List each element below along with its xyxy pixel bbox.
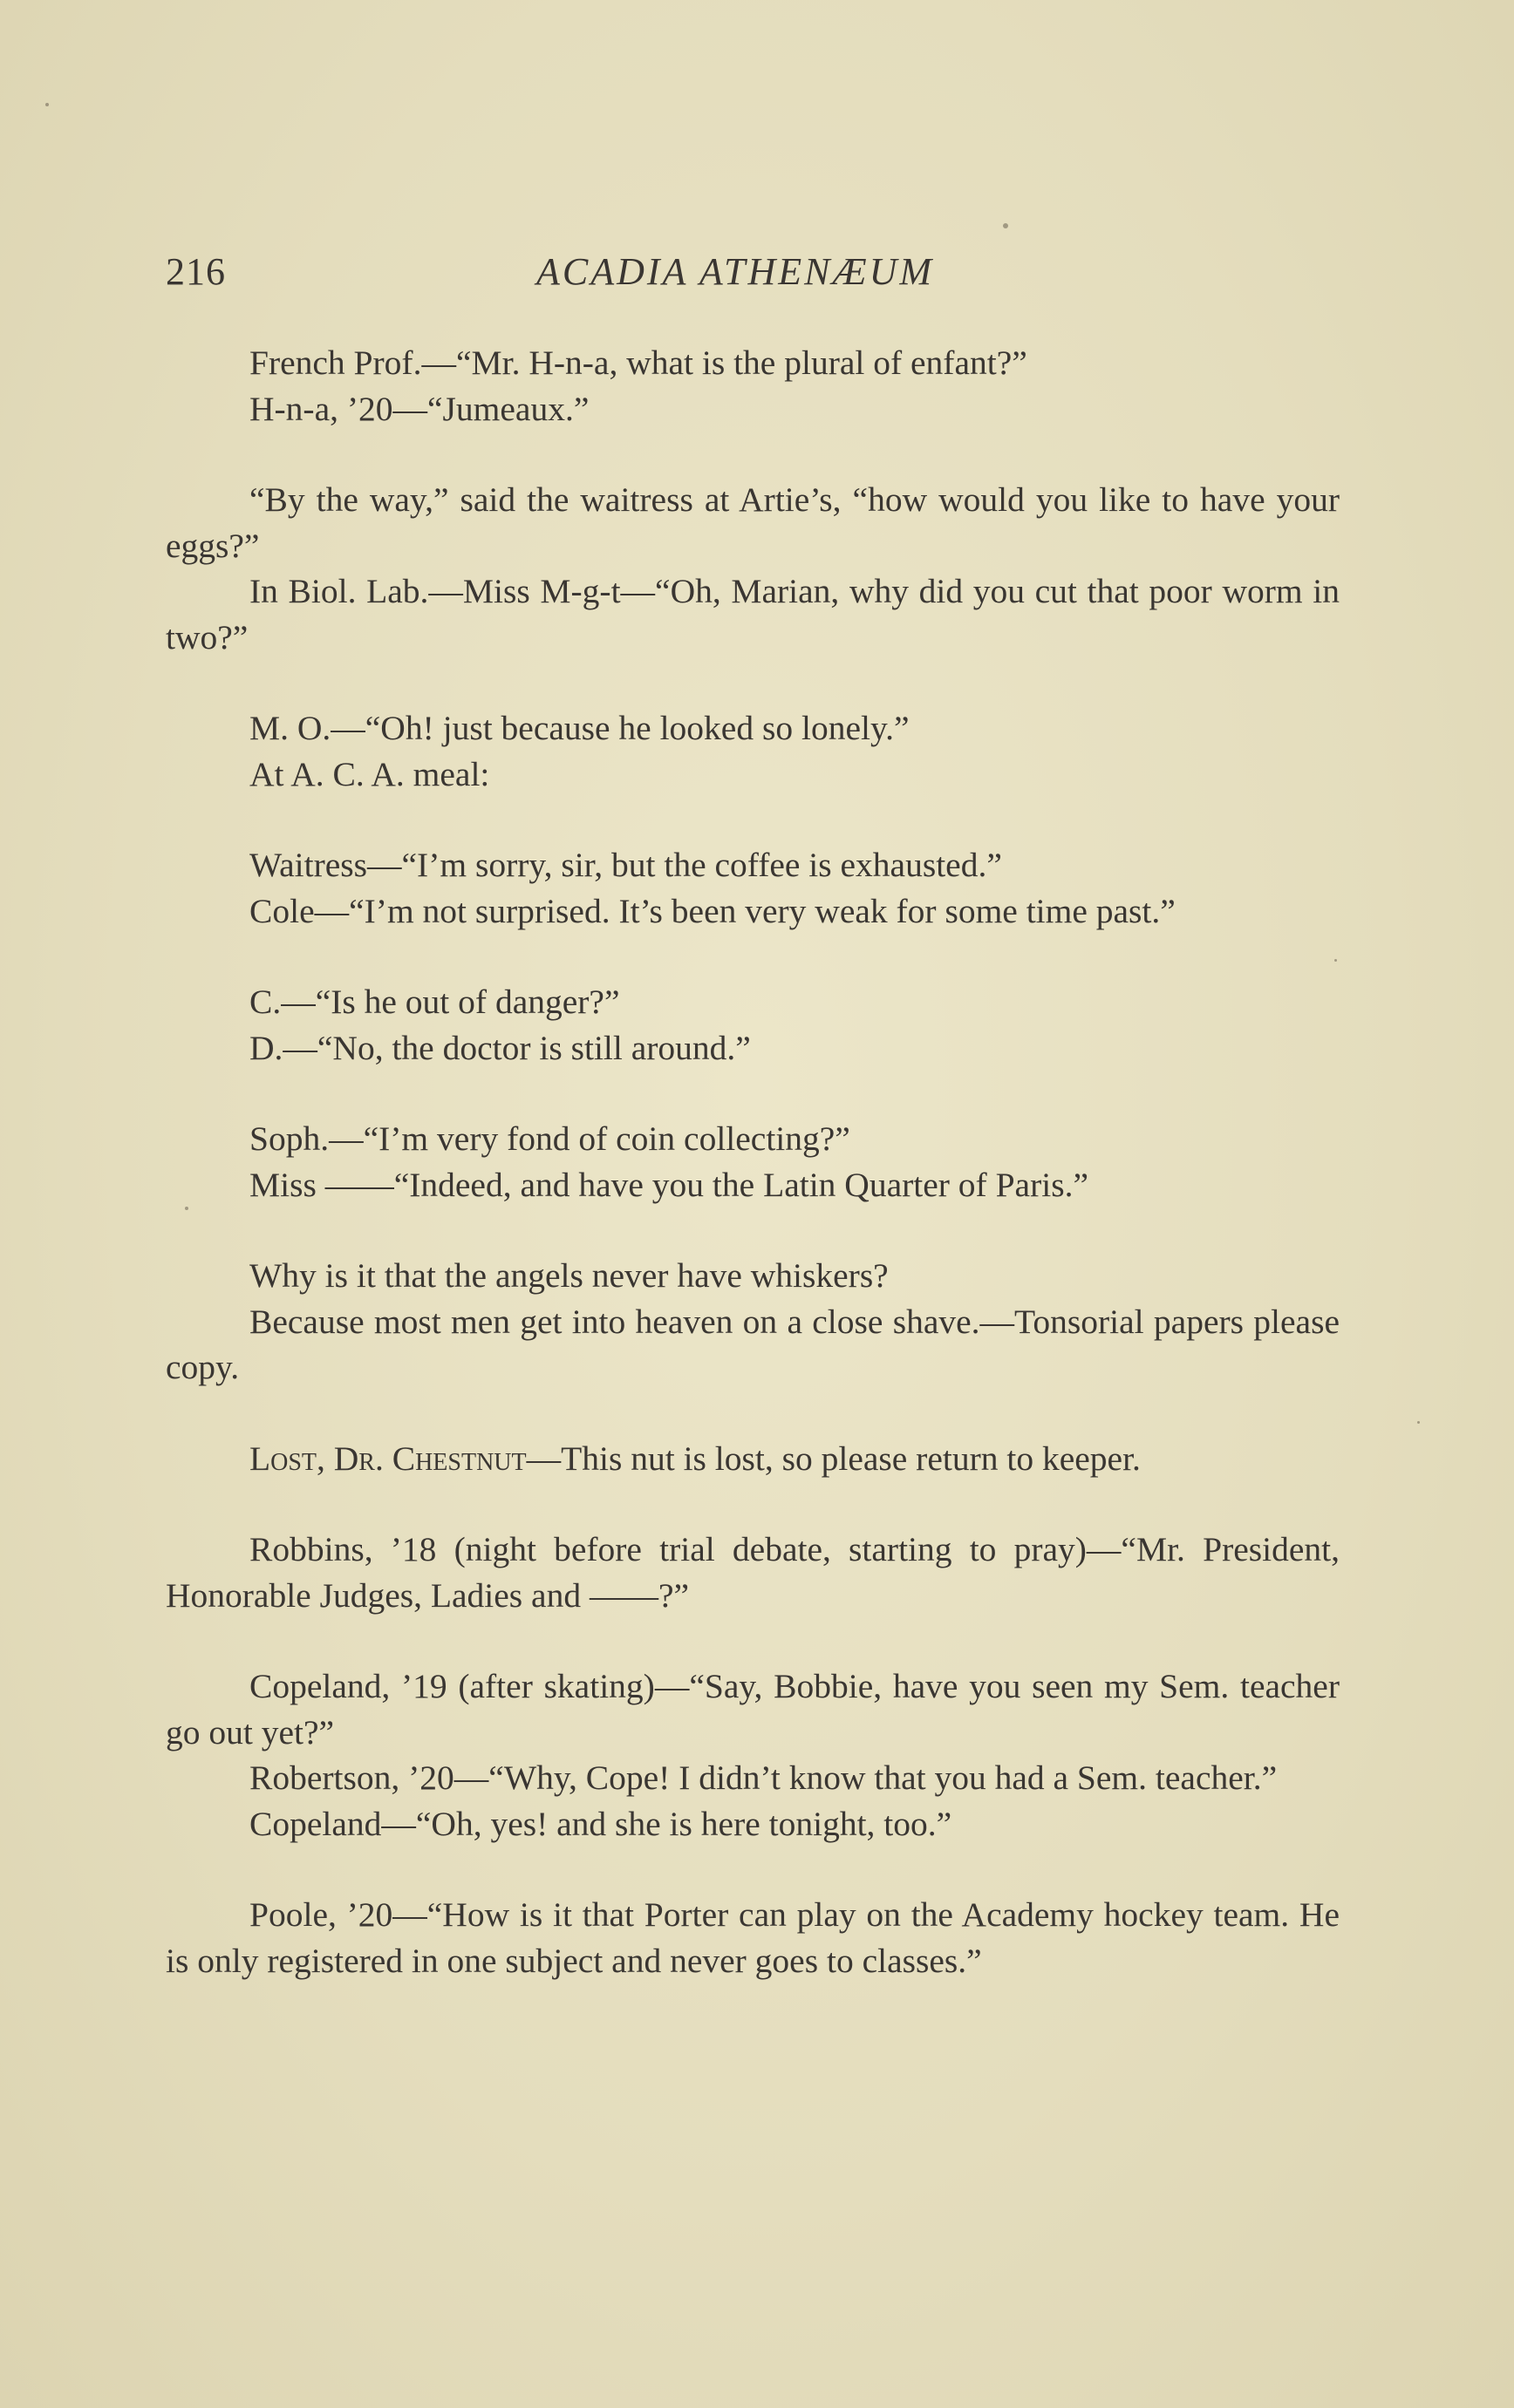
paragraph-gap (166, 1847, 1340, 1892)
text-paragraph (166, 1663, 1340, 1755)
paragraph-text: —This nut is lost, so please return to keeper. (526, 1439, 1141, 1478)
paragraph-text: “By the way,” said the waitress at Artie’s, “how would you like to have your eggs?” (166, 480, 1340, 565)
paragraph-text: At A. C. A. meal: (249, 754, 490, 793)
paragraph-text: French Prof.—“Mr. H-n-a, what is the plural of enfant?” (249, 344, 1027, 382)
paragraph-text: D.—“No, the doctor is still around.” (249, 1028, 751, 1067)
text-paragraph (166, 340, 1340, 386)
paragraph-text: Poole, ’20—“How is it that Porter can play on the Academy hockey team. He is only registered in one subject and never goes to classes.” (166, 1895, 1340, 1980)
paper-speck (1417, 1421, 1420, 1424)
text-paragraph (166, 752, 1340, 798)
text-paragraph (166, 842, 1340, 888)
text-paragraph (166, 1527, 1340, 1618)
text-paragraph (166, 1299, 1340, 1391)
paragraph-text: Soph.—“I’m very fond of coin collecting?” (249, 1119, 850, 1158)
text-paragraph (166, 568, 1340, 660)
running-title: ACADIA ATHENÆUM (536, 250, 935, 293)
paragraph-text: Because most men get into heaven on a close shave.—Tonsorial papers please copy. (166, 1302, 1340, 1386)
text-paragraph (166, 1755, 1340, 1801)
paragraph-text: Miss ——“Indeed, and have you the Latin Quarter of Paris.” (249, 1165, 1088, 1204)
paragraph-gap (166, 660, 1340, 705)
paragraph-gap (166, 1481, 1340, 1527)
text-paragraph (166, 1436, 1340, 1482)
paper-speck (185, 1207, 188, 1210)
paragraph-text: C.—“Is he out of danger?” (249, 983, 620, 1021)
small-caps-heading: Lost, Dr. Chestnut (249, 1439, 527, 1478)
paragraph-text: In Biol. Lab.—Miss M-g-t—“Oh, Marian, why did you cut that poor worm in two?” (166, 572, 1340, 656)
paragraph-gap (166, 1071, 1340, 1116)
page-number: 216 (166, 250, 226, 293)
paper-speck (1334, 959, 1337, 962)
text-paragraph (166, 1025, 1340, 1071)
paper-speck (45, 103, 49, 106)
paragraph-gap (166, 934, 1340, 979)
paragraph-text: Cole—“I’m not surprised. It’s been very weak for some time past.” (249, 891, 1176, 930)
paragraph-text: Waitress—“I’m sorry, sir, but the coffee is exhausted.” (249, 846, 1002, 884)
paragraph-gap (166, 797, 1340, 842)
body-text (166, 340, 1340, 1983)
text-paragraph (166, 705, 1340, 752)
text-paragraph (166, 1892, 1340, 1983)
paragraph-gap (166, 432, 1340, 477)
paragraph-gap (166, 1618, 1340, 1663)
paragraph-text: H-n-a, ’20—“Jumeaux.” (249, 389, 590, 428)
text-paragraph (166, 477, 1340, 568)
paragraph-text: Robertson, ’20—“Why, Cope! I didn’t know that you had a Sem. teacher.” (249, 1758, 1278, 1797)
text-paragraph (166, 1253, 1340, 1299)
text-paragraph (166, 1162, 1340, 1208)
paragraph-text: Robbins, ’18 (night before trial debate, starting to pray)—“Mr. President, Honorable Judges, Ladies and ——?” (166, 1530, 1340, 1615)
text-paragraph (166, 386, 1340, 432)
text-paragraph (166, 1801, 1340, 1847)
text-paragraph (166, 888, 1340, 935)
text-paragraph (166, 1116, 1340, 1162)
paragraph-text: Copeland—“Oh, yes! and she is here tonight, too.” (249, 1804, 952, 1843)
paragraph-text: Why is it that the angels never have whiskers? (249, 1256, 889, 1295)
paper-speck (1003, 223, 1008, 228)
paragraph-gap (166, 1391, 1340, 1436)
paragraph-gap (166, 1207, 1340, 1253)
text-paragraph (166, 979, 1340, 1025)
paragraph-text: Copeland, ’19 (after skating)—“Say, Bobbie, have you seen my Sem. teacher go out yet?” (166, 1667, 1340, 1752)
paragraph-text: M. O.—“Oh! just because he looked so lonely.” (249, 709, 910, 747)
page-header (166, 249, 1343, 302)
